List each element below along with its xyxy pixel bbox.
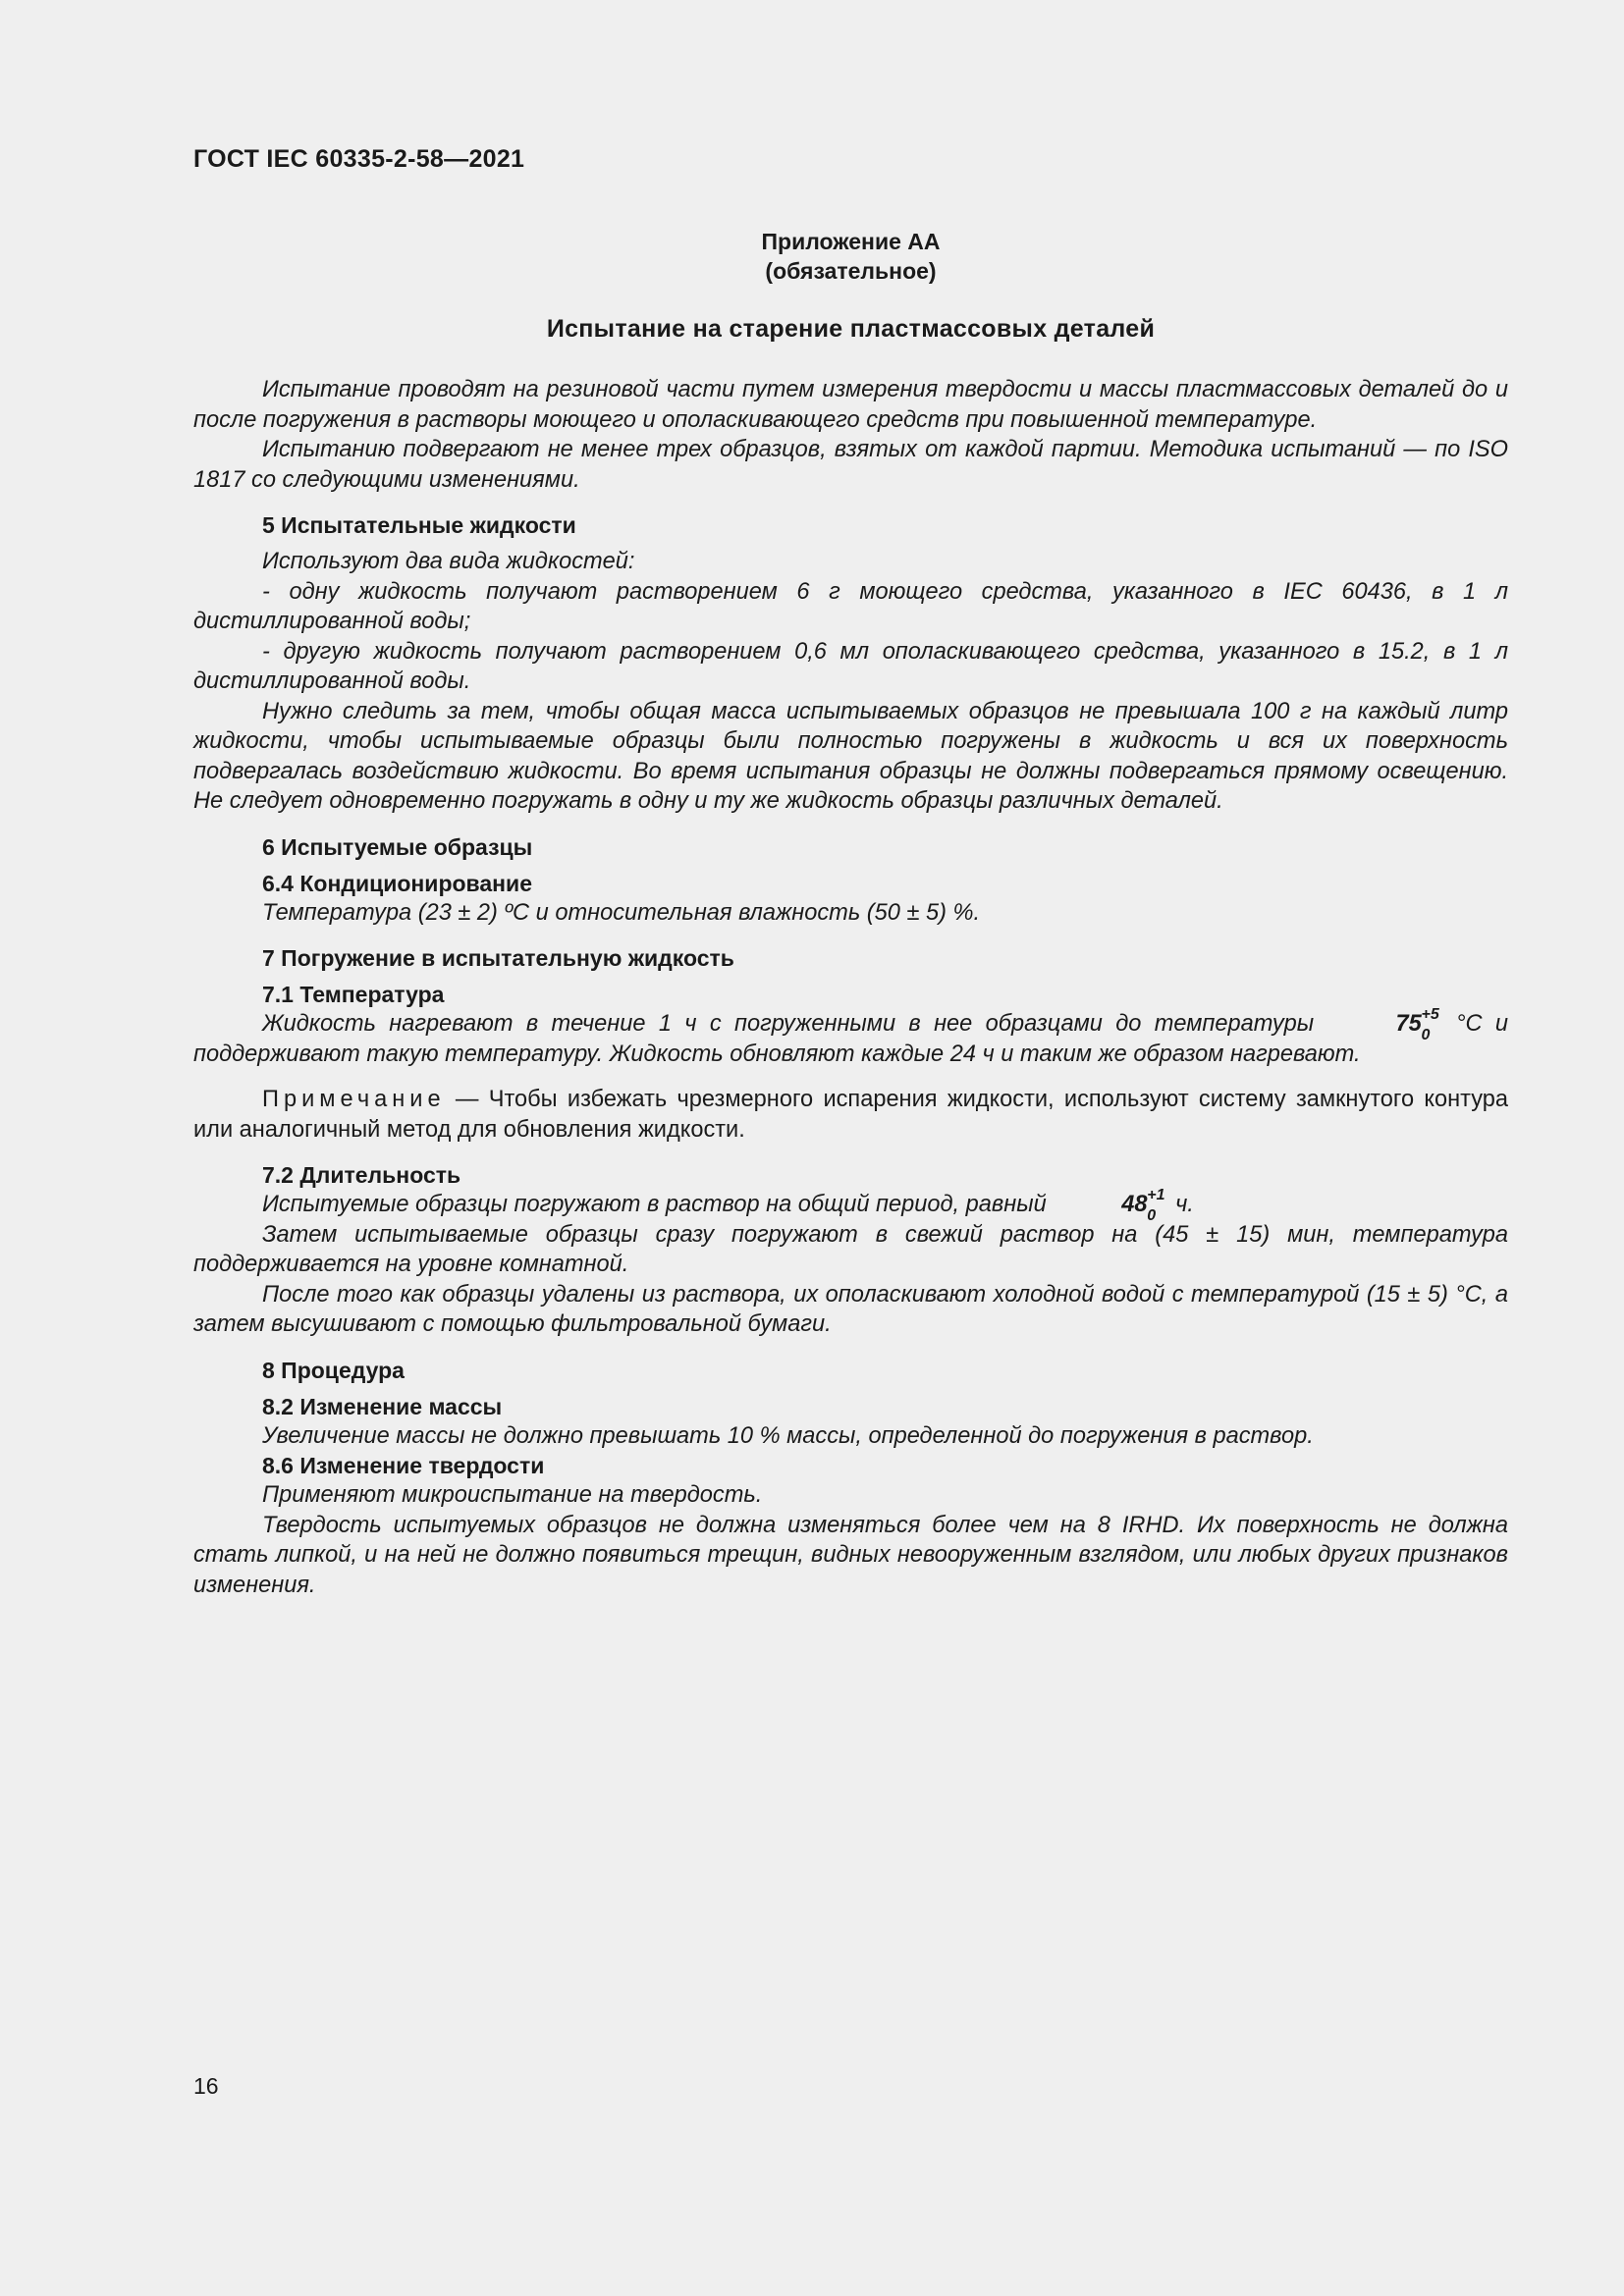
tolerance-upper: +1: [1147, 1187, 1165, 1203]
subsection-heading: 8.2 Изменение массы: [262, 1393, 503, 1419]
list-item: - другую жидкость получают растворением 0,6 мл ополаскивающего средства, указанного в 15.2, в 1 л дистиллированной воды.: [193, 638, 1508, 694]
section-heading: 7 Погружение в испытательную жидкость: [262, 945, 734, 971]
annex-subtitle: (обязательное): [765, 258, 937, 284]
text-run: °С и поддерживают такую температуру. Жидкость обновляют каждые 24 ч и таким же образом нагревают.: [193, 1011, 1508, 1067]
tolerance-lower: 0: [1147, 1207, 1157, 1224]
subsection-heading: 7.1 Температура: [262, 982, 445, 1007]
tolerance-upper: +5: [1421, 1006, 1439, 1023]
subsection-heading: 8.6 Изменение твердости: [262, 1453, 545, 1478]
note-label: Примечание: [262, 1087, 446, 1112]
page-number: 16: [193, 2073, 219, 2099]
value-base: 75: [1395, 1011, 1422, 1037]
text-run: Жидкость нагревают в течение 1 ч с погруженными в нее образцами до температуры: [262, 1011, 1327, 1037]
temperature-value: [1326, 1006, 1442, 1043]
intro-paragraph: Испытание проводят на резиновой части путем измерения твердости и массы пластмассовых деталей до и после погружения в растворы моющего и ополаскивающего средств при повышенной температуре.: [193, 377, 1508, 433]
paragraph: Применяют микроиспытание на твердость.: [262, 1482, 763, 1508]
note-text: — Чтобы избежать чрезмерного испарения жидкости, используют систему замкнутого контура или аналогичный метод для обновления жидкости.: [193, 1087, 1508, 1143]
paragraph: Затем испытываемые образцы сразу погружают в свежий раствор на (45 ± 15) мин, температура поддерживается на уровне комнатной.: [193, 1221, 1508, 1277]
document-page: [193, 145, 1508, 1600]
intro-paragraph: Испытанию подвергают не менее трех образцов, взятых от каждой партии. Методика испытаний — по ISO 1817 со следующими изменениями.: [193, 437, 1508, 493]
text-run: Испытуемые образцы погружают в раствор на общий период, равный: [262, 1192, 1054, 1217]
paragraph: После того как образцы удалены из раствора, их ополаскивают холодной водой с температурой (15 ± 5) °С, а затем высушивают с помощью фильтровальной бумаги.: [193, 1281, 1508, 1337]
section-heading: 8 Процедура: [262, 1357, 405, 1383]
paragraph: Температура (23 ± 2) ºС и относительная влажность (50 ± 5) %.: [262, 899, 981, 926]
section-heading: 5 Испытательные жидкости: [262, 512, 576, 538]
note: [193, 1085, 1508, 1145]
subsection-heading: 6.4 Кондиционирование: [262, 870, 532, 896]
tolerance-lower: 0: [1421, 1027, 1431, 1043]
paragraph: Нужно следить за тем, чтобы общая масса испытываемых образцов не превышала 100 г на каждый литр жидкости, чтобы испытываемые образцы были полностью погружены в жидкость и вся их поверхность подвергалась воздействию жидкости. Во время испытания образцы не должны подвергаться прямому освещению. Не следует одновременно погружать в одну и ту же жидкость образцы различных деталей.: [193, 698, 1508, 814]
paragraph: [193, 1006, 1508, 1069]
list-item: - одну жидкость получают растворением 6 г моющего средства, указанного в IEC 60436, в 1 л дистиллированной воды;: [193, 578, 1508, 634]
text-run: ч.: [1168, 1192, 1194, 1217]
subsection-heading: 7.2 Длительность: [262, 1162, 461, 1188]
value-base: 48: [1121, 1192, 1148, 1217]
paragraph: Используют два вида жидкостей:: [262, 549, 635, 574]
document-code: ГОСТ IEC 60335-2-58—2021: [193, 145, 525, 173]
paragraph: [193, 1187, 1508, 1224]
duration-value: [1053, 1187, 1168, 1224]
section-heading: 6 Испытуемые образцы: [262, 833, 533, 860]
paragraph: Твердость испытуемых образцов не должна изменяться более чем на 8 IRHD. Их поверхность не должна стать липкой, и на ней не должно появиться трещин, видных невооруженным взглядом, или любых других признаков изменения.: [193, 1512, 1508, 1598]
paragraph: Увеличение массы не должно превышать 10 % массы, определенной до погружения в раствор.: [262, 1422, 1314, 1449]
annex-title: Приложение АА: [761, 229, 941, 254]
main-title: Испытание на старение пластмассовых деталей: [546, 315, 1156, 343]
